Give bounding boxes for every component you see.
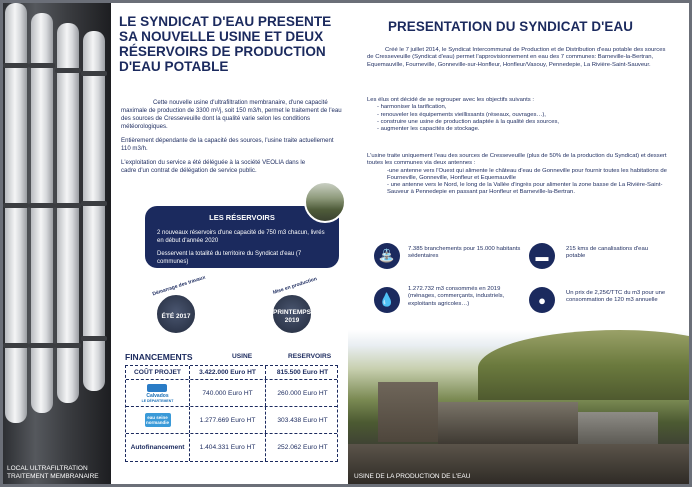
list-item: - augmenter les capacités de stockage. (377, 126, 480, 133)
stat-branchements: 7.385 branchements pour 15.000 habitants sédentaires (408, 246, 521, 260)
list-item: - renouveler les équipements vieillissants (réseaux, ouvrages…), (377, 111, 546, 118)
left-photo-caption: LOCAL ULTRAFILTRATION TRAITEMENT MEMBRANAIRE (7, 465, 99, 480)
list-item: -une antenne vers l'Ouest qui alimente le château d'eau de Gonneville pour fournir toutes les habitations de Fourneville, Gonneville, Honfleur et Equemauville (387, 167, 667, 181)
autofinancement-reservoirs: 252.062 Euro HT (277, 444, 328, 451)
right-page (348, 3, 689, 484)
presentation-text: Créé le 7 juillet 2014, le Syndicat Intercommunal de Production et de Distribution d'eau potable des sources de Cresseveuille (Syndicat d'eau) permet l'approvisionnement en eau des 7 communes: Barneville-la-Bertran, Equemauville, Fourneville, Gonneville-sur-Honfleur, Honfleur/Vasouy, Pennedepie, La Rivière-Saint-Sauveur. (367, 47, 666, 68)
usine-photo (348, 330, 689, 484)
left-page (111, 3, 348, 484)
intro-text (121, 99, 343, 181)
financement-header (125, 352, 345, 364)
intro-paragraph-2: Entièrement dépendante de la capacité des sources, l'usine traite actuellement 110 m3/h. (121, 137, 334, 152)
objectives-list (367, 104, 672, 133)
table-row (126, 407, 337, 434)
calvados-reservoirs: 260.000 Euro HT (277, 389, 328, 397)
column-usine: USINE (232, 353, 253, 360)
antennas-block (367, 153, 672, 197)
intro-paragraph-3: L'exploitation du service a été déléguée à la société VEOLIA dans le cadre d'un contrat de délégation de service public. (121, 159, 306, 174)
cost-label: COÛT PROJET (126, 366, 190, 379)
antennas-list (367, 168, 672, 197)
objectives-intro: Les élus ont décidé de se regrouper avec les objectifs suivants : (367, 97, 534, 103)
coins-icon: ● (529, 287, 555, 313)
reservoir-photo (304, 181, 346, 223)
agence-eau-logo: eau seine normandie (145, 415, 169, 425)
agence-eau-reservoirs: 303.438 Euro HT (277, 416, 328, 424)
production-start-season: PRINTEMPS (273, 309, 311, 316)
tap-icon: ⛲ (374, 243, 400, 269)
right-title: PRESENTATION DU SYNDICAT D'EAU (388, 19, 633, 34)
water-drop-icon: 💧 (374, 287, 400, 313)
calvados-usine: 740.000 Euro HT (190, 380, 266, 406)
table-row (126, 366, 337, 380)
financement-title: FINANCEMENTS (125, 352, 193, 362)
agence-eau-usine: 1.277.669 Euro HT (190, 407, 266, 433)
pipe-icon: ▬ (529, 243, 555, 269)
calvados-logo-text: Calvados (146, 392, 169, 399)
agence-eau-cell (126, 407, 190, 433)
production-start-caption: Mise en production (272, 276, 318, 296)
presentation-paragraph (367, 47, 672, 69)
objectives-block (367, 97, 672, 133)
works-start-caption: Démarrage des travaux (151, 274, 207, 298)
ultrafiltration-photo (3, 3, 111, 484)
table-row (126, 380, 337, 407)
cost-reservoirs: 815.500 Euro HT (276, 369, 329, 376)
reservoirs-text (157, 229, 329, 271)
intro-paragraph-1: Cette nouvelle usine d'ultrafiltration membranaire, d'une capacité maximale de production de 3300 m²/j, soit 150 m3/h, permet le traitement de l'eau des sources de Cresseveuille dont la qualité varie selon les conditions météorologiques. (121, 99, 342, 130)
reservoirs-paragraph-2: Desservent la totalité du territoire du Syndicat d'eau (7 communes) (157, 251, 302, 265)
main-title: LE SYNDICAT D'EAU PRESENTE SA NOUVELLE USINE ET DEUX RÉSERVOIRS DE PRODUCTION D'EAU POTABLE (119, 14, 332, 74)
list-item: - harmoniser la tarification, (377, 104, 447, 111)
table-row (126, 434, 337, 461)
stat-consommation: 1.272.732 m3 consommés en 2019 (ménages, commerçants, industriels, exploitants agricoles…) (408, 286, 505, 307)
cost-usine: 3.422.000 Euro HT (190, 366, 266, 379)
right-photo-caption: USINE DE LA PRODUCTION DE L'EAU (354, 473, 471, 480)
calvados-cell (126, 380, 190, 406)
production-start-stamp (271, 276, 318, 335)
antennas-intro: L'usine traite uniquement l'eau des sources de Cresseveuille (plus de 50% de la production du Syndicat) et dessert toutes les communes via deux antennes : (367, 153, 667, 167)
reservoirs-paragraph-1: 2 nouveaux réservoirs d'une capacité de 750 m3 chacun, livrés en début d'année 2020 (157, 230, 325, 244)
calvados-logo (142, 384, 174, 403)
list-item: - construire une usine de production adaptée à la qualité des sources, (377, 118, 560, 125)
works-start-date: ÉTÉ 2017 (161, 313, 191, 320)
column-reservoirs: RESERVOIRS (288, 353, 332, 360)
stat-canalisations: 215 kms de canalisations d'eau potable (566, 246, 649, 260)
financement-table (125, 365, 338, 462)
works-start-stamp (151, 274, 207, 335)
stat-prix: Un prix de 2,25€/TTC du m3 pour une consommation de 120 m3 annuelle (566, 290, 666, 304)
list-item: - une antenne vers le Nord, le long de la Vallée d'ingrès pour alimenter la zone basse de La Rivière-Saint-Sauveur à Pennedepie en passant par Honfleur et Barneville-la-Bertran. (387, 182, 663, 196)
brochure-spread (3, 3, 689, 484)
calvados-logo-sub: LE DÉPARTEMENT (141, 398, 174, 403)
autofinancement-label: Autofinancement (126, 434, 190, 461)
production-start-year: 2019 (284, 317, 300, 324)
autofinancement-usine: 1.404.331 Euro HT (190, 434, 266, 461)
reservoirs-title: LES RÉSERVOIRS (209, 213, 275, 222)
